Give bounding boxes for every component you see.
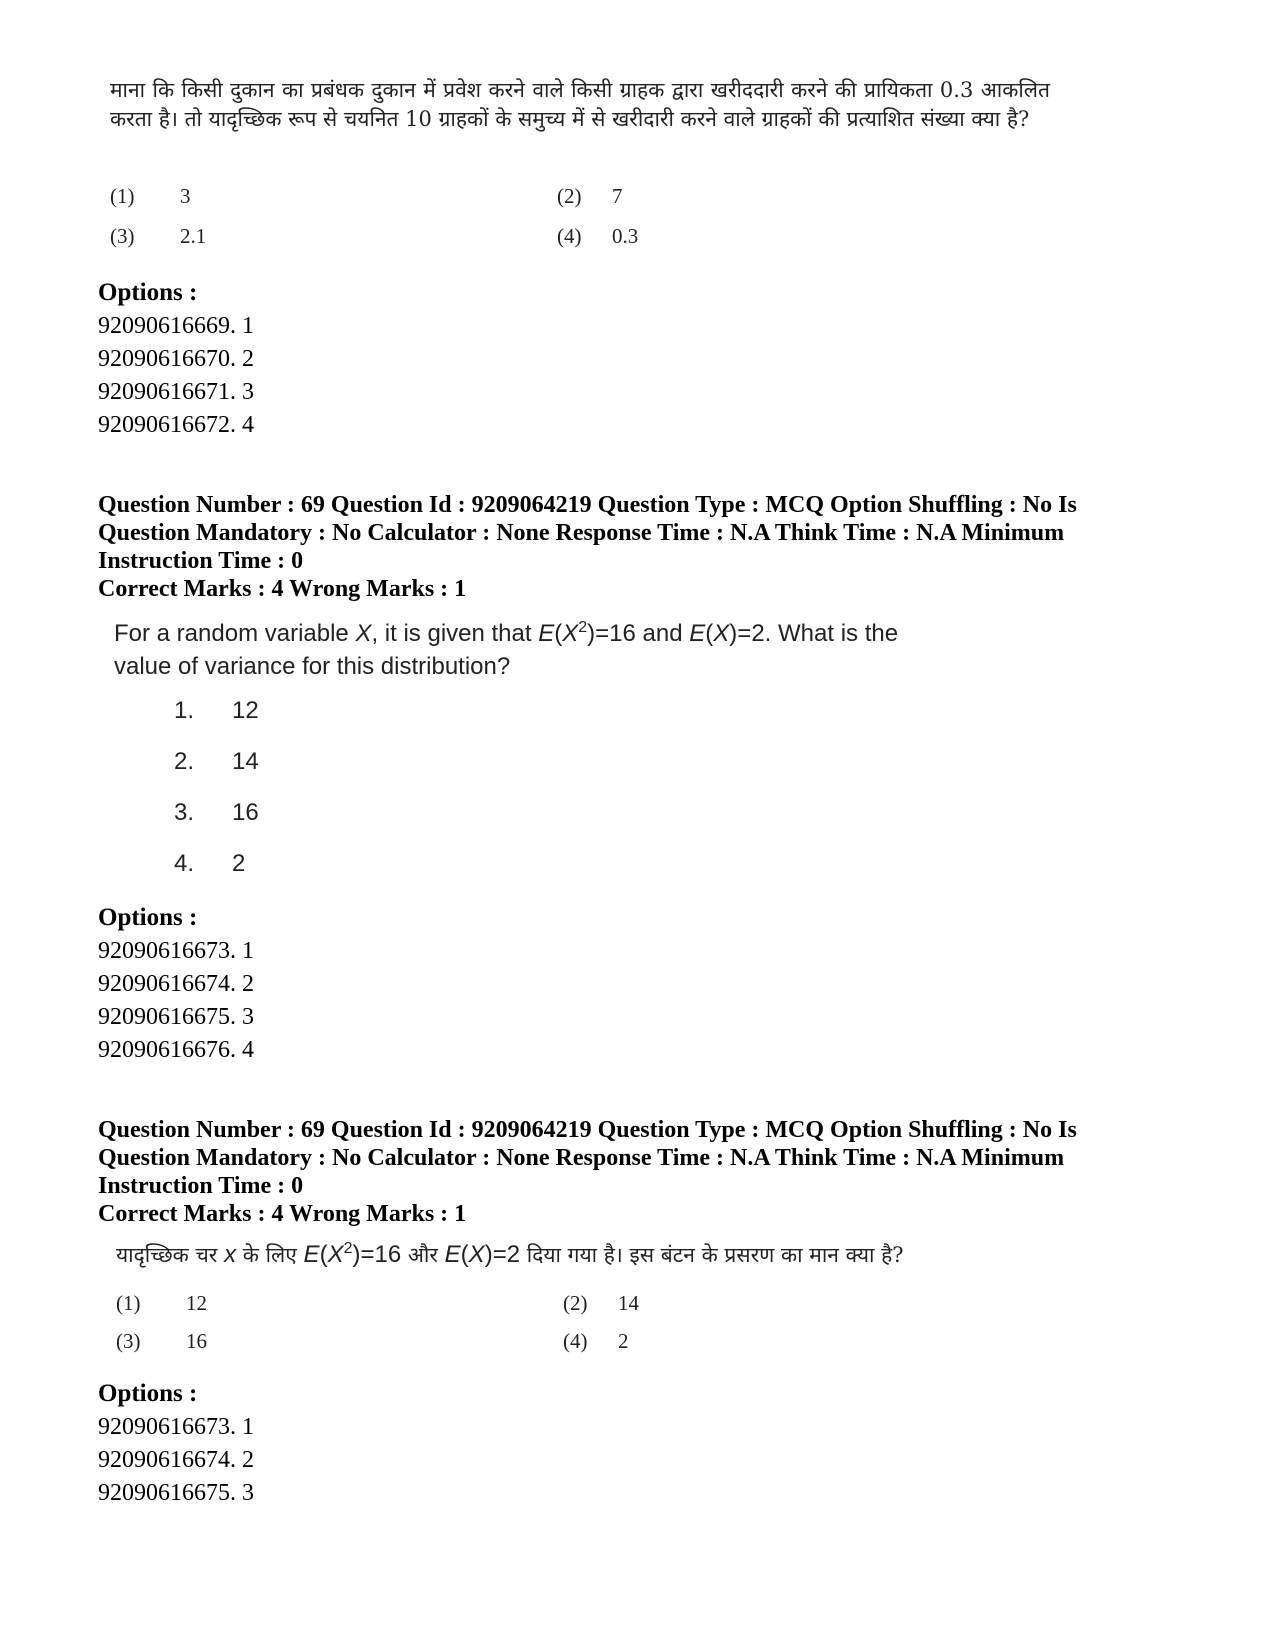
choice-value: 3: [180, 184, 191, 208]
option-line: 92090616675. 3: [98, 1480, 254, 1506]
question-69-meta: [98, 491, 1178, 575]
question-text: यादृच्छिक चर: [116, 1243, 218, 1267]
question-text: , it is given that: [371, 620, 532, 647]
meta-line: Question Mandatory : No Calculator : None Response Time : N.A Think Time : N.A Minimum: [98, 1145, 1065, 1171]
question-text: value of variance for this distribution?: [114, 653, 511, 680]
question-68-hindi-text: माना कि किसी दुकान का प्रबंधक दुकान में प्रवेश करने वाले किसी ग्राहक द्वारा खरीददारी करने की प्रायिकता 0.3 आकलित करता है। तो यादृच्छिक रूप से चयनित 10 ग्राहकों के समुच्य में से खरीदारी करने वाले ग्राहकों की प्रत्याशित संख्या क्या है?: [110, 78, 1050, 131]
choice-2: [563, 1291, 639, 1316]
choice-number: (1): [116, 1291, 141, 1315]
meta-line: Question Number : 69 Question Id : 9209064219 Question Type : MCQ Option Shuffling : No Is: [98, 492, 1077, 518]
choice-number: 2.: [174, 748, 195, 775]
choice-2: [557, 184, 623, 209]
choice-value: 14: [232, 748, 259, 775]
choice-value: 14: [618, 1291, 639, 1315]
choice-value: 2.1: [180, 224, 207, 248]
variable: x: [224, 1241, 237, 1268]
choice-number: (2): [563, 1291, 588, 1315]
choice-4: [174, 850, 245, 878]
meta-line: Instruction Time : 0: [98, 548, 304, 574]
variable: X: [355, 620, 372, 647]
question-text: और: [407, 1243, 438, 1267]
choice-number: (1): [110, 184, 135, 208]
choice-number: 3.: [174, 799, 195, 826]
choice-1: [116, 1291, 207, 1316]
marks-line: Correct Marks : 4 Wrong Marks : 1: [98, 1201, 467, 1227]
marks-line: Correct Marks : 4 Wrong Marks : 1: [98, 576, 467, 602]
choice-number: 4.: [174, 850, 195, 877]
choice-value: 16: [232, 799, 259, 826]
formula-ex2: $E(X^2)=16$: [538, 619, 636, 647]
option-line: 92090616674. 2: [98, 1447, 254, 1473]
choice-3: [174, 799, 259, 827]
option-line: 92090616674. 2: [98, 971, 254, 997]
choice-number: (4): [563, 1329, 588, 1353]
question-69-hindi-meta: [98, 1116, 1178, 1200]
options-label: Options :: [98, 904, 198, 931]
question-69-english-text: [114, 611, 1014, 683]
option-line: 92090616673. 1: [98, 938, 254, 964]
choice-2: [174, 748, 259, 776]
option-line: 92090616673. 1: [98, 1414, 254, 1440]
choice-3: [116, 1329, 207, 1354]
choice-number: (2): [557, 184, 582, 208]
question-text: For a random variable: [114, 620, 349, 647]
choice-4: [563, 1329, 629, 1354]
option-line: 92090616670. 2: [98, 346, 254, 372]
question-text: . What is the: [764, 620, 899, 647]
choice-1: [110, 184, 191, 209]
choice-3: [110, 224, 206, 249]
question-text: दिया गया है। इस बंटन के प्रसरण का मान क्या है?: [526, 1243, 904, 1267]
choice-value: 12: [232, 697, 259, 724]
question-69-hindi-text: [116, 1240, 904, 1269]
question-text: के लिए: [242, 1243, 297, 1267]
choice-number: 1.: [174, 697, 195, 724]
formula-ex: E(X)=2: [444, 1241, 521, 1268]
question-text: and: [642, 620, 683, 647]
choice-number: (3): [110, 224, 135, 248]
choice-value: 2: [618, 1329, 629, 1353]
choice-1: [174, 697, 259, 725]
option-line: 92090616671. 3: [98, 379, 254, 405]
options-label: Options :: [98, 1380, 198, 1407]
meta-line: Question Number : 69 Question Id : 9209064219 Question Type : MCQ Option Shuffling : No Is: [98, 1117, 1077, 1143]
choice-value: 16: [186, 1329, 207, 1353]
choice-4: [557, 224, 638, 249]
meta-line: Instruction Time : 0: [98, 1173, 304, 1199]
option-line: 92090616672. 4: [98, 412, 254, 438]
choice-value: 0.3: [612, 224, 639, 248]
choice-value: 12: [186, 1291, 207, 1315]
options-label: Options :: [98, 279, 198, 306]
meta-line: Question Mandatory : No Calculator : None Response Time : N.A Think Time : N.A Minimum: [98, 520, 1065, 546]
choice-number: (4): [557, 224, 582, 248]
choice-number: (3): [116, 1329, 141, 1353]
formula-ex: E(X)=2: [689, 620, 765, 647]
option-line: 92090616676. 4: [98, 1037, 254, 1063]
option-line: 92090616669. 1: [98, 313, 254, 339]
formula-ex2: $E(X^2)=16$: [303, 1240, 402, 1268]
choice-value: 7: [612, 184, 623, 208]
choice-value: 2: [232, 850, 246, 877]
option-line: 92090616675. 3: [98, 1004, 254, 1030]
